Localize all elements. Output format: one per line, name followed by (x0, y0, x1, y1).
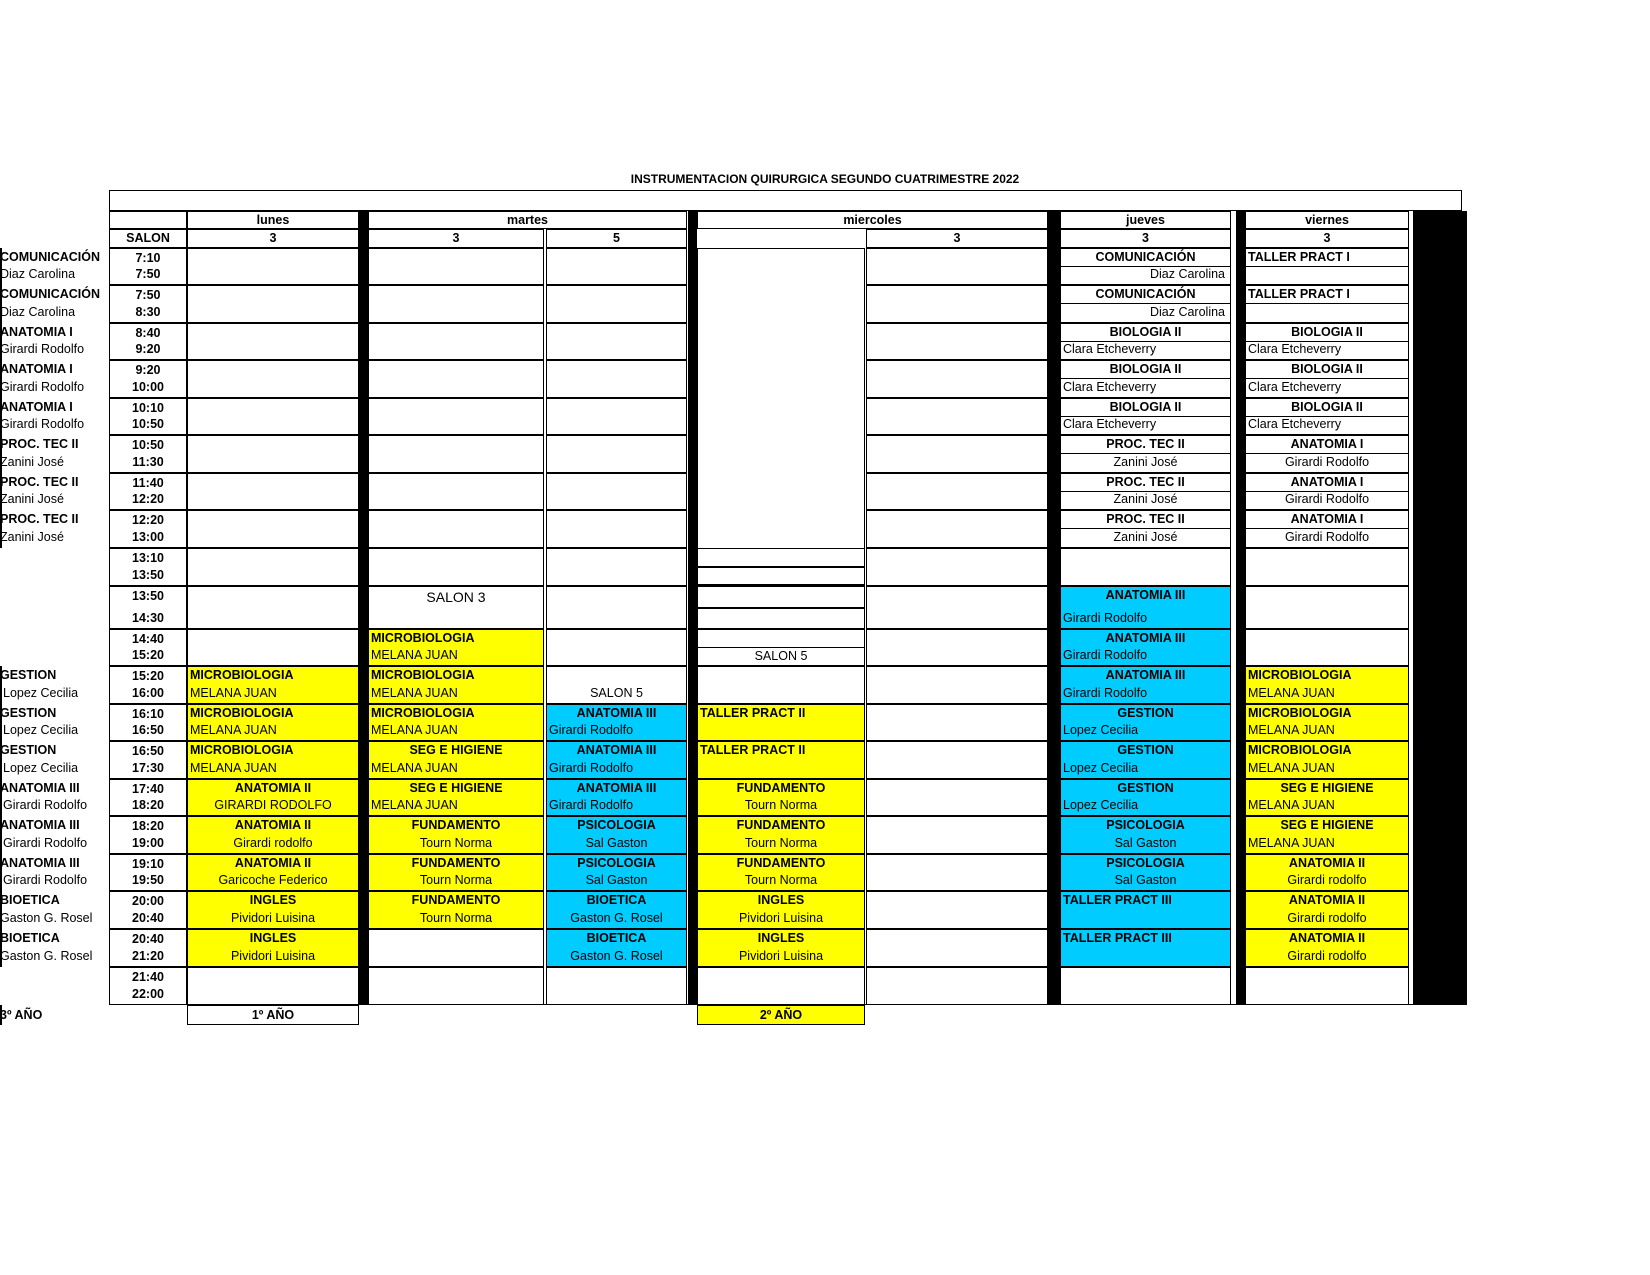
course-teacher: MELANA JUAN (371, 723, 458, 737)
course-teacher: Lopez Cecilia (1063, 761, 1139, 775)
course-teacher: Pividori Luisina (230, 949, 316, 963)
course-teacher: Girardi Rodolfo (3, 836, 88, 850)
schedule-cell (866, 816, 1048, 854)
course-subject: COMUNICACIÓN (0, 287, 100, 301)
schedule-cell (1245, 629, 1409, 666)
course-subject: GESTION (1117, 706, 1174, 720)
time-end: 17:30 (132, 761, 164, 775)
course-teacher: Girardi Rodolfo (1063, 611, 1148, 625)
course-teacher: Sal Gaston (1114, 873, 1177, 887)
course-subject: COMUNICACIÓN (0, 250, 100, 264)
salon-number: 3 (452, 231, 460, 245)
course-subject: COMUNICACIÓN (1095, 287, 1196, 301)
salon-number: 5 (613, 231, 620, 245)
schedule-cell (187, 473, 359, 510)
course-subject: BIOLOGIA II (1109, 362, 1182, 376)
time-start: 16:10 (132, 707, 164, 721)
course-teacher: Tourn Norma (419, 836, 493, 850)
salon-label: SALON (126, 231, 170, 245)
legend-label: 3º AÑO (0, 1008, 43, 1022)
schedule-cell (546, 473, 687, 510)
salon-number: 3 (1142, 231, 1149, 245)
course-subject: INGLES (757, 893, 805, 907)
course-subject: PROC. TEC II (0, 512, 79, 526)
course-teacher: Girardi Rodolfo (549, 761, 634, 775)
schedule-cell (866, 360, 1048, 398)
course-teacher: Zanini José (1113, 530, 1178, 544)
schedule-cell (866, 929, 1048, 967)
course-subject: PSICOLOGIA (1106, 856, 1185, 870)
schedule-cell (187, 967, 359, 1005)
time-end: 19:50 (132, 873, 164, 887)
time-start: 7:50 (135, 288, 161, 302)
schedule-cell (368, 473, 544, 510)
course-subject: ANATOMIA III (576, 781, 657, 795)
schedule-cell (546, 398, 687, 435)
course-subject: ANATOMIA III (0, 781, 80, 795)
course-subject: FUNDAMENTO (411, 856, 501, 870)
course-teacher: MELANA JUAN (371, 761, 458, 775)
salon-number: 3 (269, 231, 277, 245)
course-teacher: Clara Etcheverry (1063, 380, 1157, 394)
course-teacher: MELANA JUAN (371, 686, 458, 700)
time-column-header (109, 211, 187, 229)
schedule-cell (368, 248, 544, 285)
course-teacher: Lopez Cecilia (3, 723, 79, 737)
split-cell (697, 608, 865, 630)
split-cell (697, 548, 865, 567)
schedule-cell (368, 435, 544, 473)
time-end: 15:20 (132, 648, 164, 662)
split-cell (697, 586, 865, 608)
course-subject: TALLER PRACT III (1063, 893, 1172, 907)
salon-number: 3 (953, 231, 961, 245)
course-subject: PROC. TEC II (0, 475, 79, 489)
course-subject: ANATOMIA II (1288, 893, 1366, 907)
time-start: 11:40 (132, 476, 164, 490)
salon-number: 3 (1323, 231, 1331, 245)
schedule-cell (866, 510, 1048, 548)
course-subject: INGLES (249, 893, 297, 907)
course-teacher: Girardi Rodolfo (0, 342, 85, 356)
schedule-cell (546, 629, 687, 666)
course-subject: PSICOLOGIA (1106, 818, 1185, 832)
course-subject: SEG E HIGIENE (409, 781, 503, 795)
schedule-cell (866, 285, 1048, 323)
course-teacher: Girardi Rodolfo (3, 798, 88, 812)
schedule-cell (1060, 548, 1231, 586)
day-separator-bar (359, 211, 368, 1005)
schedule-cell (866, 967, 1048, 1005)
course-subject: MICROBIOLOGIA (371, 706, 475, 720)
day-separator-bar (1236, 211, 1245, 1005)
course-teacher: Tourn Norma (744, 836, 818, 850)
miercoles-salon5-block (697, 248, 865, 585)
course-teacher: Tourn Norma (744, 873, 818, 887)
note-salon-5-miercoles: SALON 5 (754, 649, 808, 663)
time-start: 20:40 (132, 932, 164, 946)
course-teacher: Girardi Rodolfo (1063, 648, 1148, 662)
course-subject: TALLER PRACT I (1248, 250, 1350, 264)
schedule-cell (368, 323, 544, 360)
time-end: 13:00 (132, 530, 164, 544)
page-title: INSTRUMENTACION QUIRURGICA SEGUNDO CUATRIMESTRE 2022 (630, 172, 1020, 186)
course-subject: ANATOMIA II (234, 856, 312, 870)
course-subject: FUNDAMENTO (736, 856, 826, 870)
time-start: 13:50 (132, 589, 164, 603)
day-header-label: martes (507, 213, 548, 227)
schedule-cell (866, 741, 1048, 779)
course-teacher: Tourn Norma (419, 911, 493, 925)
course-teacher: Girardi Rodolfo (0, 380, 85, 394)
course-teacher: Tourn Norma (419, 873, 493, 887)
course-subject: FUNDAMENTO (411, 818, 501, 832)
course-teacher: MELANA JUAN (371, 648, 458, 662)
course-teacher: Gaston G. Rosel (0, 949, 93, 963)
time-end: 20:40 (132, 911, 164, 925)
schedule-cell (1245, 967, 1409, 1005)
time-start: 17:40 (132, 782, 164, 796)
schedule-cell (546, 360, 687, 398)
course-teacher: MELANA JUAN (1248, 798, 1335, 812)
course-subject: TALLER PRACT I (1248, 287, 1350, 301)
course-teacher: Clara Etcheverry (1063, 342, 1157, 356)
schedule-cell (187, 285, 359, 323)
course-teacher: Clara Etcheverry (1248, 417, 1342, 431)
course-subject: ANATOMIA II (234, 781, 312, 795)
course-subject: SEG E HIGIENE (409, 743, 503, 757)
course-subject: TALLER PRACT II (700, 706, 806, 720)
course-subject: ANATOMIA III (0, 818, 80, 832)
course-subject: BIOLOGIA II (1109, 400, 1182, 414)
course-teacher: Tourn Norma (744, 798, 818, 812)
legend-label: 1º AÑO (251, 1008, 295, 1022)
day-separator-bar (1048, 211, 1060, 1005)
course-subject: BIOETICA (586, 931, 647, 945)
course-teacher: Girardi rodolfo (1287, 949, 1367, 963)
course-subject: ANATOMIA III (0, 856, 80, 870)
time-end: 13:50 (132, 568, 164, 582)
time-start: 8:40 (135, 326, 161, 340)
course-teacher: MELANA JUAN (1248, 761, 1335, 775)
course-subject: ANATOMIA III (1105, 588, 1186, 602)
course-subject: GESTION (1117, 781, 1174, 795)
time-start: 13:10 (132, 551, 164, 565)
course-teacher: Zanini José (0, 492, 64, 506)
course-subject: FUNDAMENTO (736, 781, 826, 795)
course-teacher: Diaz Carolina (0, 305, 76, 319)
course-subject: COMUNICACIÓN (1095, 250, 1196, 264)
course-teacher: Sal Gaston (585, 873, 648, 887)
course-subject: ANATOMIA I (0, 362, 73, 376)
course-subject: MICROBIOLOGIA (1248, 668, 1352, 682)
course-teacher: Zanini José (0, 455, 64, 469)
course-subject: MICROBIOLOGIA (1248, 743, 1352, 757)
course-subject: TALLER PRACT II (700, 743, 806, 757)
legend-label: 2º AÑO (759, 1008, 803, 1022)
schedule-cell (866, 704, 1048, 741)
time-start: 7:10 (135, 251, 161, 265)
split-cell (697, 629, 865, 648)
schedule-cell (546, 435, 687, 473)
time-end: 16:00 (132, 686, 164, 700)
course-subject: ANATOMIA II (234, 818, 312, 832)
schedule-cell (187, 586, 359, 629)
course-teacher: Zanini José (1113, 492, 1178, 506)
day-header-label: lunes (256, 213, 290, 227)
course-teacher: Zanini José (0, 530, 64, 544)
course-teacher: Girardi Rodolfo (1284, 492, 1370, 506)
salon-label-cell (109, 229, 187, 248)
time-start: 10:50 (132, 438, 164, 452)
course-teacher: GIRARDI RODOLFO (214, 798, 332, 812)
schedule-cell (866, 323, 1048, 360)
schedule-cell (187, 629, 359, 666)
course-teacher: MELANA JUAN (1248, 686, 1335, 700)
course-teacher: Zanini José (1113, 455, 1178, 469)
course-subject: FUNDAMENTO (736, 818, 826, 832)
time-end: 21:20 (132, 949, 164, 963)
time-start: 15:20 (132, 669, 164, 683)
schedule-cell (866, 398, 1048, 435)
schedule-cell (866, 629, 1048, 666)
course-teacher: Lopez Cecilia (3, 686, 79, 700)
schedule-cell (368, 285, 544, 323)
course-teacher: Girardi Rodolfo (549, 798, 634, 812)
header-blank-row (109, 190, 1462, 211)
time-start: 18:20 (132, 819, 164, 833)
course-subject: BIOETICA (0, 931, 60, 945)
time-end: 19:00 (132, 836, 164, 850)
time-end: 10:00 (132, 380, 164, 394)
note-salon-5: SALON 5 (590, 686, 643, 700)
course-teacher: Girardi Rodolfo (1284, 530, 1370, 544)
schedule-cell (1245, 548, 1409, 586)
course-subject: MICROBIOLOGIA (190, 706, 294, 720)
course-subject: ANATOMIA III (576, 743, 657, 757)
course-teacher: Sal Gaston (1114, 836, 1177, 850)
course-subject: INGLES (249, 931, 297, 945)
schedule-cell (866, 435, 1048, 473)
time-end: 22:00 (132, 987, 164, 1001)
course-teacher: Gaston G. Rosel (570, 911, 663, 925)
course-subject: SEG E HIGIENE (1280, 818, 1374, 832)
time-end: 16:50 (132, 723, 164, 737)
schedule-cell (546, 285, 687, 323)
course-teacher: MELANA JUAN (190, 686, 277, 700)
course-teacher: Girardi Rodolfo (1284, 455, 1370, 469)
schedule-cell (866, 854, 1048, 891)
schedule-cell (866, 891, 1048, 929)
schedule-cell (187, 398, 359, 435)
schedule-cell (866, 248, 1048, 285)
course-teacher: Pividori Luisina (738, 949, 824, 963)
course-teacher: Girardi Rodolfo (1063, 686, 1148, 700)
course-teacher: Diaz Carolina (1149, 305, 1225, 319)
time-end: 9:20 (135, 342, 161, 356)
course-subject: BIOLOGIA II (1291, 325, 1363, 339)
course-subject: PROC. TEC II (0, 437, 79, 451)
day-separator-bar (1413, 211, 1467, 1005)
schedule-cell (866, 473, 1048, 510)
course-teacher: Girardi rodolfo (1287, 911, 1367, 925)
split-cell (697, 567, 865, 586)
course-subject: ANATOMIA III (1105, 668, 1186, 682)
schedule-cell (368, 510, 544, 548)
schedule-cell (697, 967, 865, 1005)
course-subject: MICROBIOLOGIA (190, 743, 294, 757)
course-teacher: Girardi Rodolfo (0, 417, 85, 431)
course-subject: PROC. TEC II (1106, 512, 1185, 526)
course-teacher: Clara Etcheverry (1063, 417, 1157, 431)
course-subject: MICROBIOLOGIA (371, 631, 475, 645)
course-teacher: MELANA JUAN (190, 761, 277, 775)
course-subject: GESTION (1117, 743, 1174, 757)
schedule-cell (1245, 586, 1409, 629)
time-start: 20:00 (132, 894, 164, 908)
course-teacher: Lopez Cecilia (3, 761, 79, 775)
course-subject: ANATOMIA III (1105, 631, 1186, 645)
course-subject: ANATOMIA I (1290, 512, 1364, 526)
schedule-cell (1060, 967, 1231, 1005)
time-end: 14:30 (132, 611, 164, 625)
schedule-cell (187, 323, 359, 360)
schedule-cell (866, 779, 1048, 816)
time-start: 9:20 (135, 363, 161, 377)
course-subject: SEG E HIGIENE (1280, 781, 1374, 795)
course-teacher: MELANA JUAN (371, 798, 458, 812)
course-subject: GESTION (0, 706, 57, 720)
day-separator-bar (688, 211, 697, 1005)
schedule-cell (546, 323, 687, 360)
course-subject: BIOLOGIA II (1291, 400, 1363, 414)
schedule-cell (187, 435, 359, 473)
course-teacher: Gaston G. Rosel (0, 911, 93, 925)
time-start: 14:40 (132, 632, 164, 646)
course-teacher: Girardi rodolfo (1287, 873, 1367, 887)
course-subject: ANATOMIA III (576, 706, 657, 720)
course-subject: GESTION (0, 743, 57, 757)
schedule-cell (866, 586, 1048, 629)
course-teacher: Clara Etcheverry (1248, 342, 1342, 356)
time-end: 18:20 (132, 798, 164, 812)
course-subject: TALLER PRACT III (1063, 931, 1172, 945)
course-teacher: MELANA JUAN (1248, 836, 1335, 850)
course-subject: ANATOMIA II (1288, 931, 1366, 945)
schedule-cell (866, 548, 1048, 586)
course-teacher: Girardi rodolfo (233, 836, 313, 850)
course-subject: PSICOLOGIA (577, 818, 656, 832)
course-subject: INGLES (757, 931, 805, 945)
course-subject: GESTION (0, 668, 57, 682)
course-teacher: Diaz Carolina (1149, 267, 1225, 281)
time-end: 10:50 (132, 417, 164, 431)
schedule-cell (546, 967, 687, 1005)
course-teacher: MELANA JUAN (190, 723, 277, 737)
day-header-label: viernes (1305, 213, 1349, 227)
schedule-cell (187, 248, 359, 285)
course-teacher: Pividori Luisina (230, 911, 316, 925)
course-subject: BIOETICA (586, 893, 647, 907)
time-end: 12:20 (132, 492, 164, 506)
course-subject: BIOETICA (0, 893, 60, 907)
course-teacher: Sal Gaston (585, 836, 648, 850)
course-subject: ANATOMIA I (1290, 475, 1364, 489)
time-end: 8:30 (135, 305, 161, 319)
schedule-cell (546, 548, 687, 586)
schedule-cell (546, 586, 687, 629)
schedule-cell (368, 398, 544, 435)
course-teacher: Lopez Cecilia (1063, 723, 1139, 737)
course-subject: BIOLOGIA II (1109, 325, 1182, 339)
time-end: 7:50 (135, 267, 161, 281)
course-subject: MICROBIOLOGIA (1248, 706, 1352, 720)
schedule-cell (546, 510, 687, 548)
time-start: 12:20 (132, 513, 164, 527)
course-subject: BIOLOGIA II (1291, 362, 1363, 376)
schedule-cell (368, 967, 544, 1005)
time-start: 21:40 (132, 970, 164, 984)
time-start: 19:10 (132, 857, 164, 871)
schedule-cell (187, 360, 359, 398)
note-salon-3: SALON 3 (426, 589, 486, 605)
course-subject: MICROBIOLOGIA (190, 668, 294, 682)
course-teacher: Gaston G. Rosel (570, 949, 663, 963)
course-teacher: Clara Etcheverry (1248, 380, 1342, 394)
schedule-cell (368, 548, 544, 586)
course-teacher: Garicoche Federico (218, 873, 328, 887)
course-subject: ANATOMIA I (0, 325, 73, 339)
day-header-label: miercoles (843, 213, 902, 227)
schedule-cell (187, 510, 359, 548)
course-teacher: Lopez Cecilia (1063, 798, 1139, 812)
course-subject: PROC. TEC II (1106, 437, 1185, 451)
course-subject: ANATOMIA II (1288, 856, 1366, 870)
course-subject: FUNDAMENTO (411, 893, 501, 907)
schedule-cell (697, 666, 865, 704)
time-start: 16:50 (132, 744, 164, 758)
course-teacher: MELANA JUAN (1248, 723, 1335, 737)
course-teacher: Girardi Rodolfo (549, 723, 634, 737)
schedule-cell (546, 248, 687, 285)
course-subject: PROC. TEC II (1106, 475, 1185, 489)
schedule-cell (368, 929, 544, 967)
time-start: 10:10 (132, 401, 164, 415)
time-end: 11:30 (132, 455, 164, 469)
schedule-cell (187, 548, 359, 586)
day-header-label: jueves (1126, 213, 1165, 227)
course-subject: ANATOMIA I (1290, 437, 1364, 451)
schedule-cell (866, 666, 1048, 704)
schedule-cell (368, 360, 544, 398)
course-teacher: Girardi Rodolfo (3, 873, 88, 887)
course-subject: ANATOMIA I (0, 400, 73, 414)
course-teacher: Diaz Carolina (0, 267, 76, 281)
course-subject: MICROBIOLOGIA (371, 668, 475, 682)
course-teacher: Pividori Luisina (738, 911, 824, 925)
course-subject: PSICOLOGIA (577, 856, 656, 870)
